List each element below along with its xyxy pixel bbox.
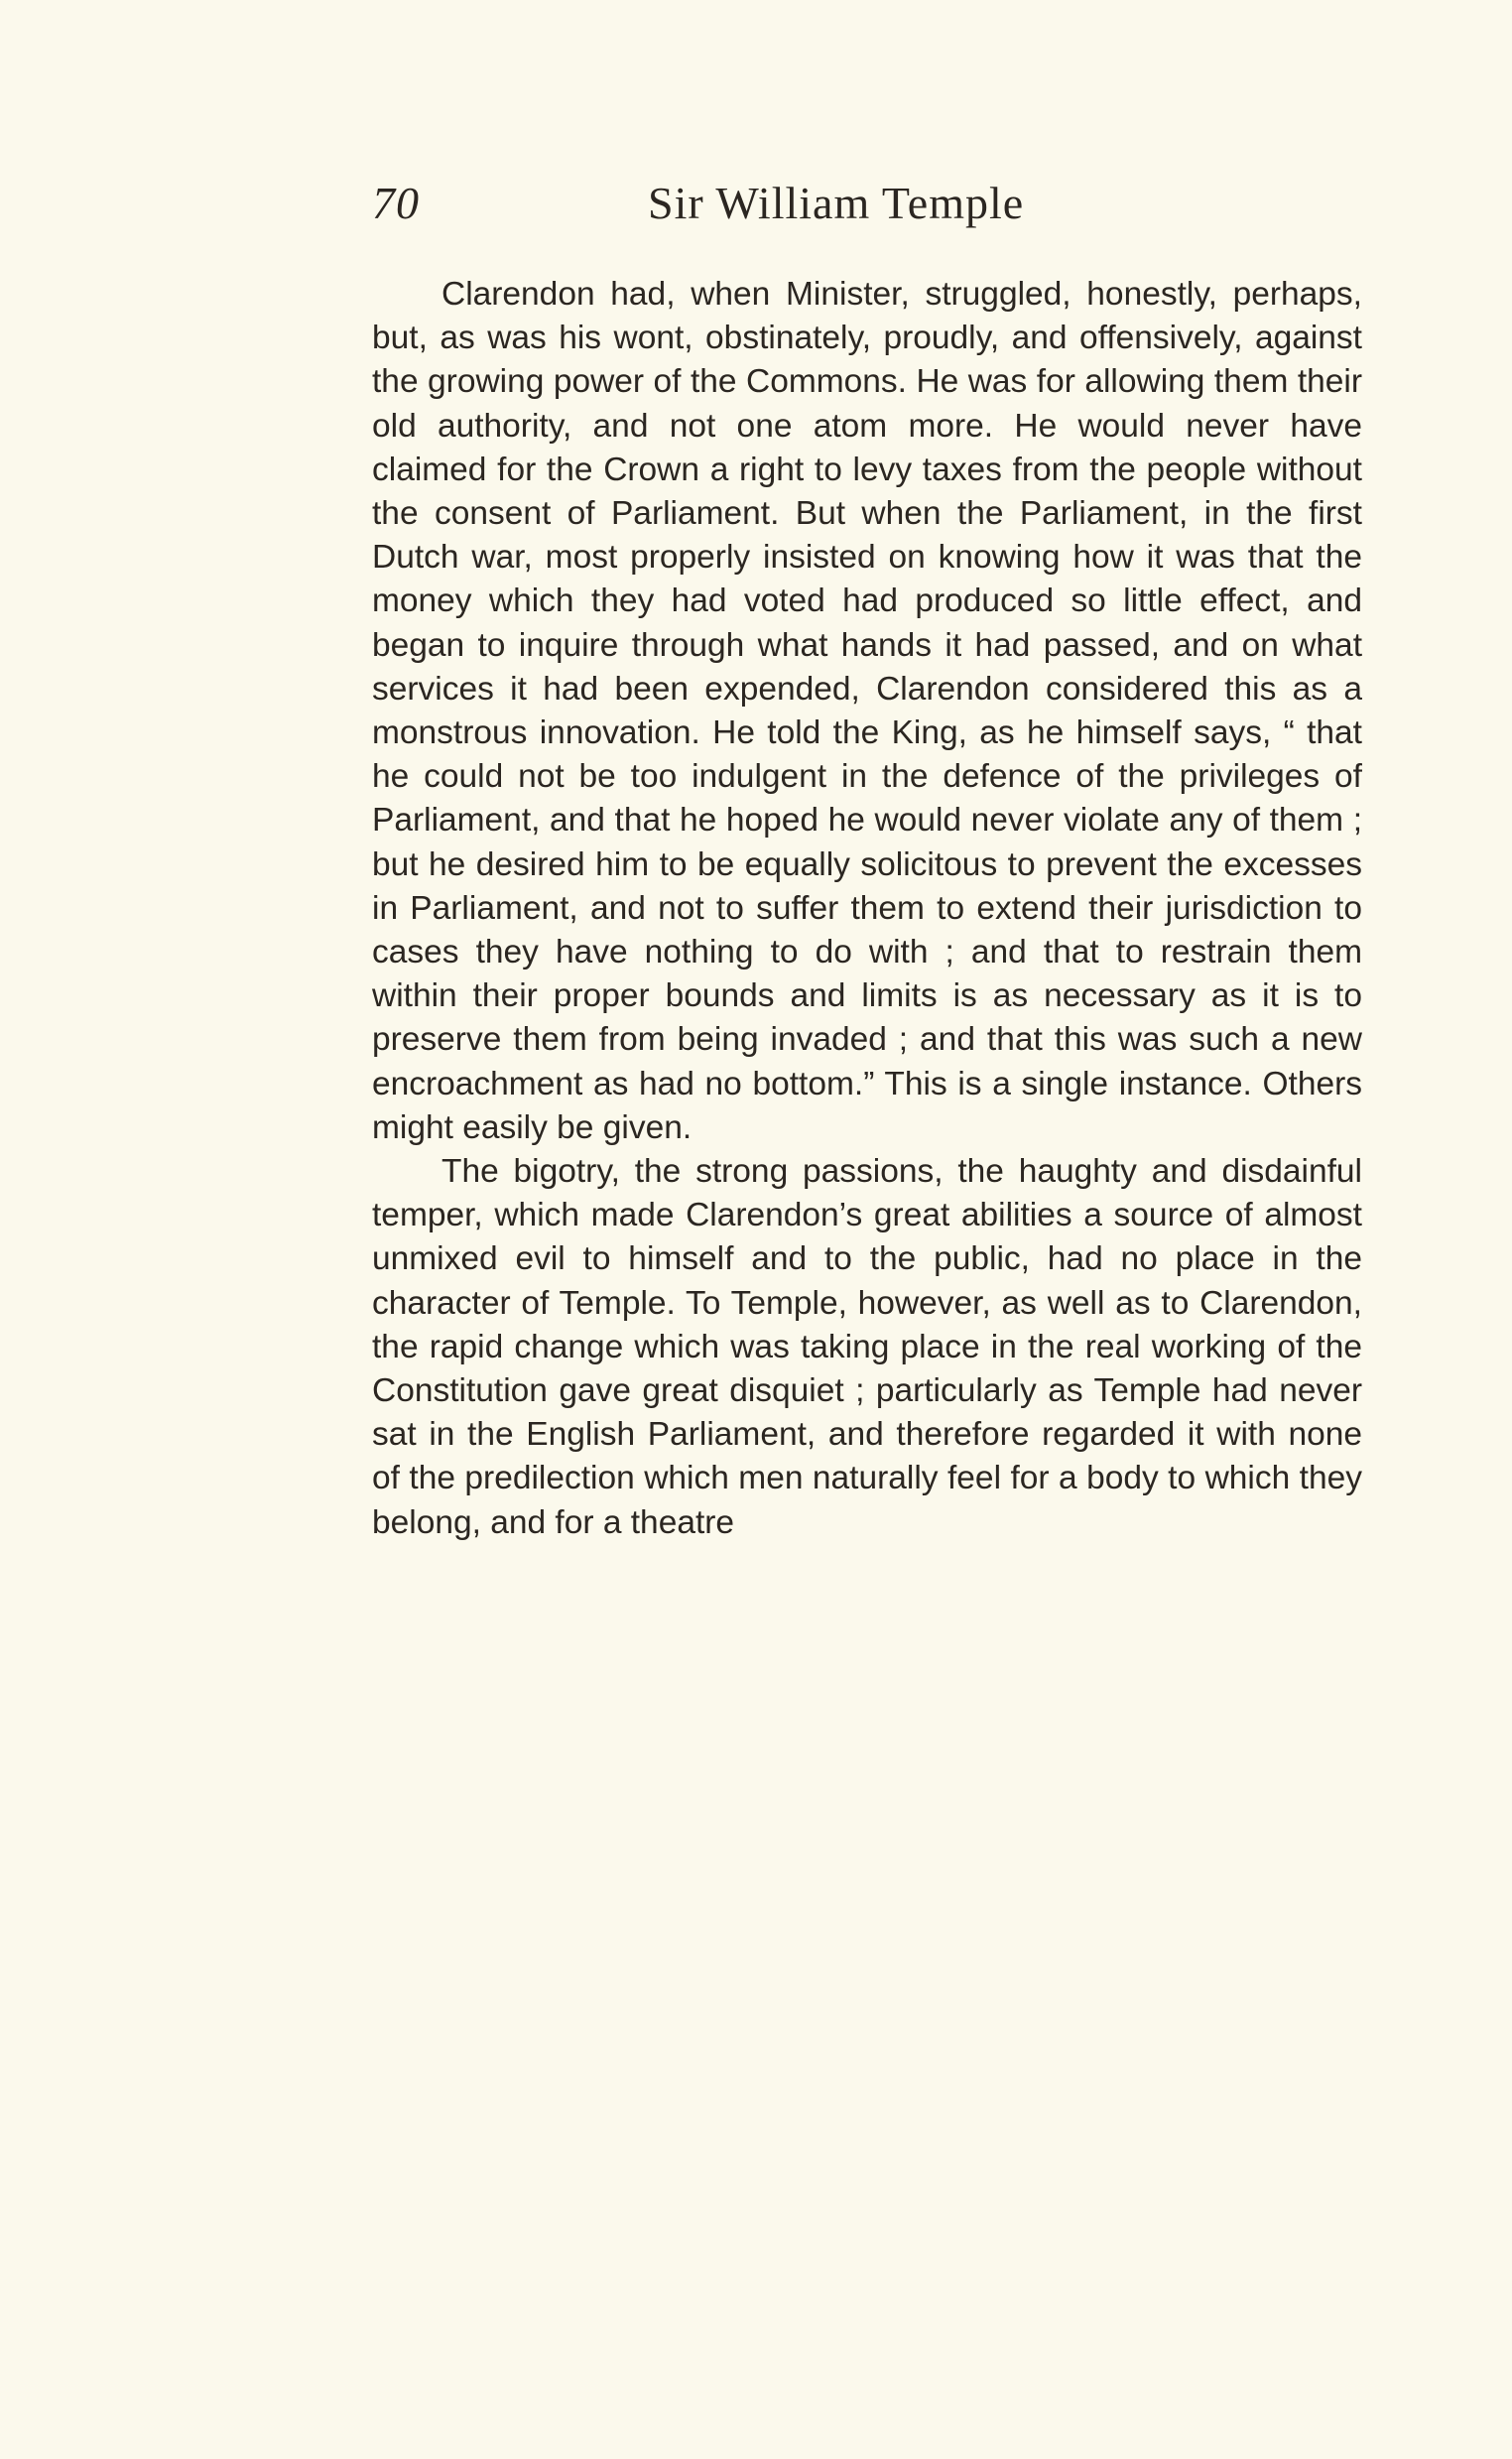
paragraph-1: Clarendon had, when Minister, struggled, honestly, perhaps, but, as was his wont, obstinately, proudly, and offensively, against the growing power of the Commons. He was for allowing them their old authority, and not one atom more. He would never have claimed for the Crown a right to levy taxes from the people without the consent of Parliament. But when the Parliament, in the first Dutch war, most properly insisted on knowing how it was that the money which they had voted had produced so little effect, and began to inquire through what hands it had passed, and on what services it had been expended, Clarendon considered this as a monstrous innovation. He told the King, as he himself says, “ that he could not be too indulgent in the defence of the privileges of Parliament, and that he hoped he would never violate any of them ; but he desired him to be equally solicitous to prevent the excesses in Parliament, and not to suffer them to extend their jurisdiction to cases they have nothing to do with ; and that to restrain them within their proper bounds and limits is as necessary as it is to preserve them from being invaded ; and that this was such a new encroachment as had no bottom.” This is a single instance. Others might easily be given. [372,276,1362,1146]
paragraph-2: The bigotry, the strong passions, the haughty and disdainful temper, which made Clarendon’s great abilities a source of almost unmixed evil to himself and to the public, had no place in the character of Temple. To Temple, however, as well as to Clarendon, the rapid change which was taking place in the real working of the Constitution gave great disquiet ; particularly as Temple had never sat in the English Parliament, and therefore regarded it with none of the predilection which men naturally feel for a body to which they belong, and for a theatre [372,1153,1362,1541]
page-number: 70 [372,178,420,228]
running-title: Sir William Temple [648,178,1025,228]
page-header [372,177,1096,246]
body-text [372,273,1362,1545]
